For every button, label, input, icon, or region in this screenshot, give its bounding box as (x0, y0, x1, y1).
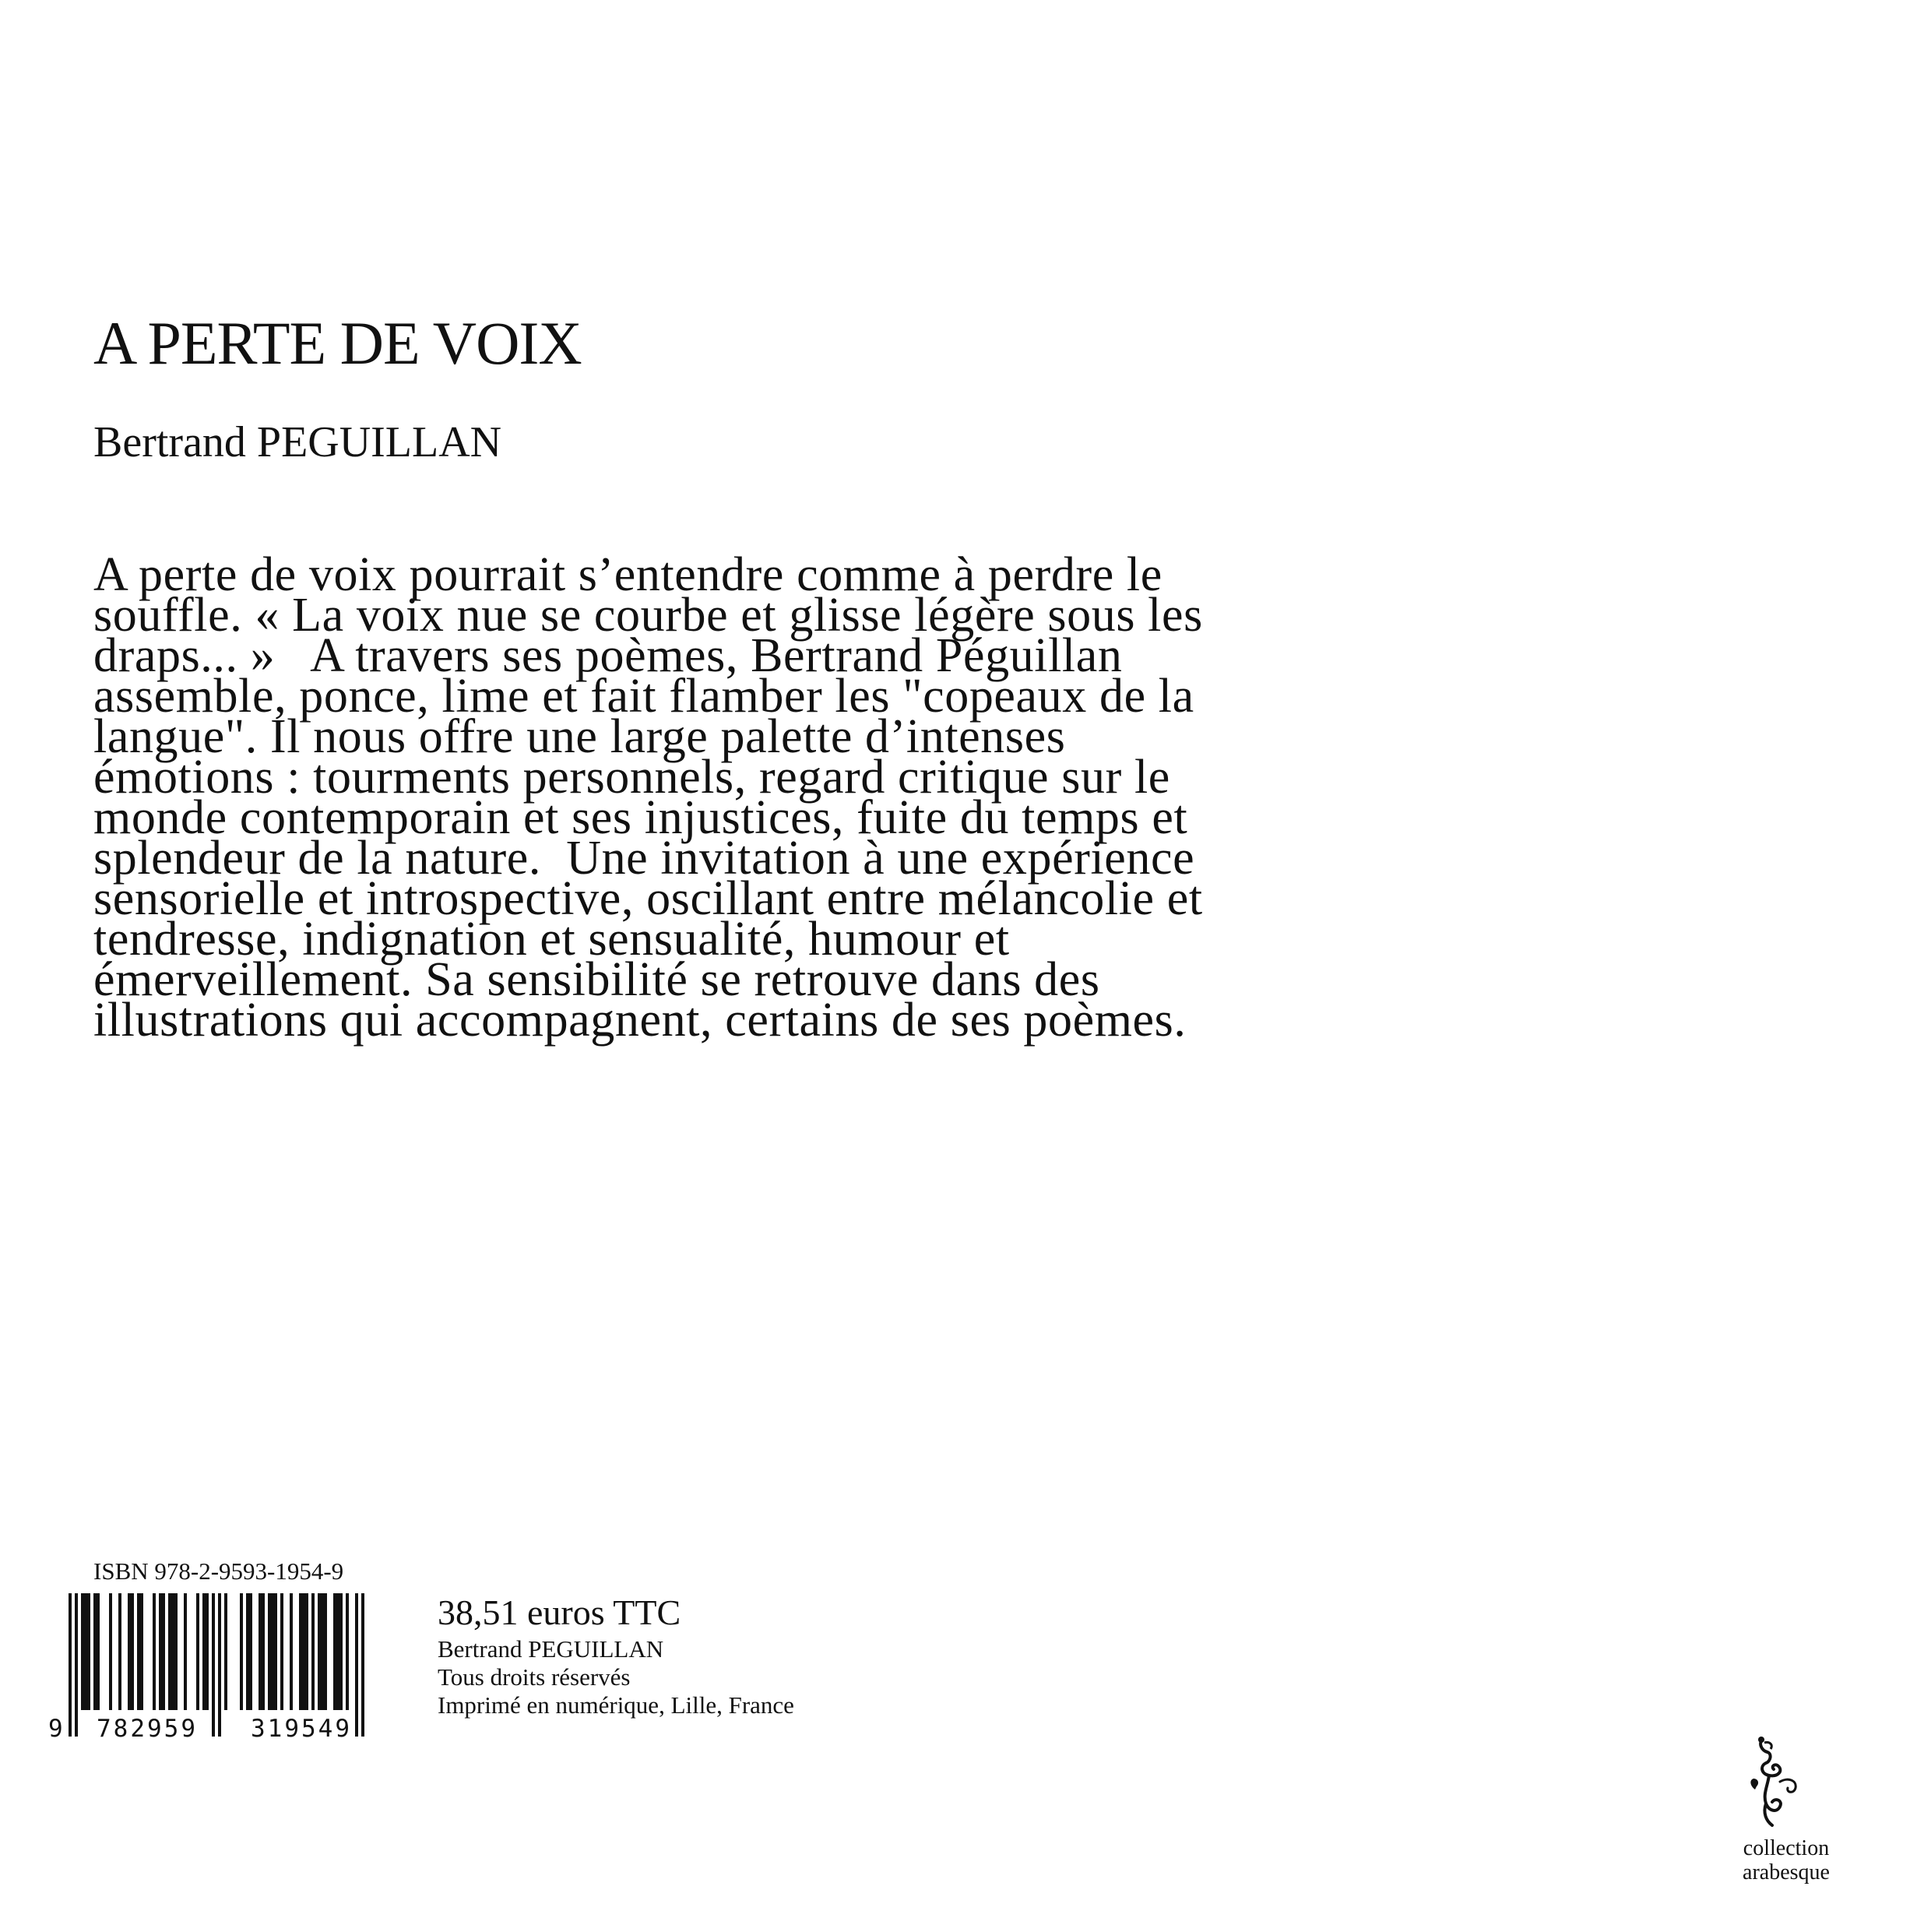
barcode-bar (299, 1593, 302, 1710)
book-author: Bertrand PEGUILLAN (93, 418, 502, 466)
isbn-barcode (47, 1589, 389, 1741)
barcode-bar (87, 1593, 90, 1710)
imprint-publisher: Bertrand PEGUILLAN (438, 1635, 664, 1663)
barcode-bar (212, 1593, 215, 1737)
barcode-bar (311, 1593, 315, 1710)
barcode-bar (153, 1593, 156, 1710)
blurb-line: émotions : tourments personnels, regard critique sur le (93, 751, 1170, 804)
barcode-bar (324, 1593, 327, 1710)
barcode-bar (259, 1593, 262, 1710)
barcode-bar (168, 1593, 171, 1710)
barcode-bar (361, 1593, 364, 1737)
barcode-digits-right: 319549 (251, 1715, 352, 1741)
barcode-bar (196, 1593, 199, 1710)
barcode-bar (268, 1593, 271, 1710)
blurb-line: langue". Il nous offre une large palette d’intenses (93, 710, 1066, 763)
barcode-bar (346, 1593, 349, 1710)
barcode-bar (218, 1593, 221, 1737)
barcode-bar (174, 1593, 178, 1710)
imprint-block (438, 1635, 794, 1719)
barcode-bar (75, 1593, 78, 1737)
price: 38,51 euros TTC (438, 1592, 681, 1632)
collection-line: collection (1743, 1836, 1830, 1860)
barcode-digits-left: 782959 (97, 1715, 198, 1741)
imprint-printed: Imprimé en numérique, Lille, France (438, 1691, 794, 1719)
barcode-digit-first: 9 (48, 1715, 63, 1741)
barcode-bar (128, 1593, 131, 1710)
blurb-line: illustrations qui accompagnent, certains de ses poèmes. (93, 994, 1187, 1047)
barcode-bar (302, 1593, 305, 1710)
blurb-line: monde contemporain et ses injustices, fuite du temps et (93, 791, 1188, 844)
isbn-label: ISBN 978-2-9593-1954-9 (93, 1557, 344, 1585)
blurb-line: draps... » A travers ses poèmes, Bertrand Péguillan (93, 629, 1123, 682)
barcode-bar (339, 1593, 343, 1710)
blurb-line: souffle. « La voix nue se courbe et glisse légère sous les (93, 589, 1203, 642)
barcode-bar (131, 1593, 134, 1710)
blurb-line: assemble, ponce, lime et fait flamber les "copeaux de la (93, 670, 1194, 723)
barcode-bar (84, 1593, 87, 1710)
blurb-line: tendresse, indignation et sensualité, humour et (93, 913, 1010, 966)
barcode-bar (202, 1593, 206, 1710)
arabesque-logo-icon (1732, 1735, 1819, 1830)
blurb (93, 548, 1203, 1047)
barcode-bar (355, 1593, 358, 1737)
barcode-bar (171, 1593, 174, 1710)
barcode-bar (318, 1593, 321, 1710)
barcode-bar (305, 1593, 308, 1710)
barcode-bar (184, 1593, 187, 1710)
barcode-bar (137, 1593, 140, 1710)
barcode-bar (262, 1593, 265, 1710)
barcode-bar (162, 1593, 165, 1710)
barcode-bar (246, 1593, 249, 1710)
barcode-bar (118, 1593, 121, 1710)
barcode-bar (93, 1593, 97, 1710)
barcode-bar (333, 1593, 336, 1710)
barcode-bar (321, 1593, 324, 1710)
barcode-bar (159, 1593, 162, 1710)
blurb-line: A perte de voix pourrait s’entendre comme à perdre le (93, 548, 1162, 601)
blurb-line: sensorielle et introspective, oscillant entre mélancolie et (93, 872, 1203, 925)
barcode-bar (97, 1593, 100, 1710)
barcode-bar (140, 1593, 143, 1710)
imprint-rights: Tous droits réservés (438, 1663, 631, 1691)
barcode-bar (274, 1593, 277, 1710)
barcode-bar (109, 1593, 112, 1710)
blurb-line: émerveillement. Sa sensibilité se retrouve dans des (93, 953, 1100, 1006)
barcode-bar (249, 1593, 252, 1710)
collection-name (1724, 1836, 1848, 1884)
barcode-bar (81, 1593, 84, 1710)
book-title: A PERTE DE VOIX (93, 309, 582, 377)
barcode-bar (69, 1593, 72, 1737)
barcode-bar (336, 1593, 339, 1710)
barcode-bar (240, 1593, 243, 1710)
collection-line: arabesque (1743, 1860, 1830, 1884)
barcode-bar (206, 1593, 209, 1710)
barcode-bar (290, 1593, 293, 1710)
barcode-bar (271, 1593, 274, 1710)
barcode-bar (224, 1593, 227, 1710)
barcode-bar (280, 1593, 283, 1710)
blurb-line: splendeur de la nature. Une invitation à une expérience (93, 832, 1195, 885)
